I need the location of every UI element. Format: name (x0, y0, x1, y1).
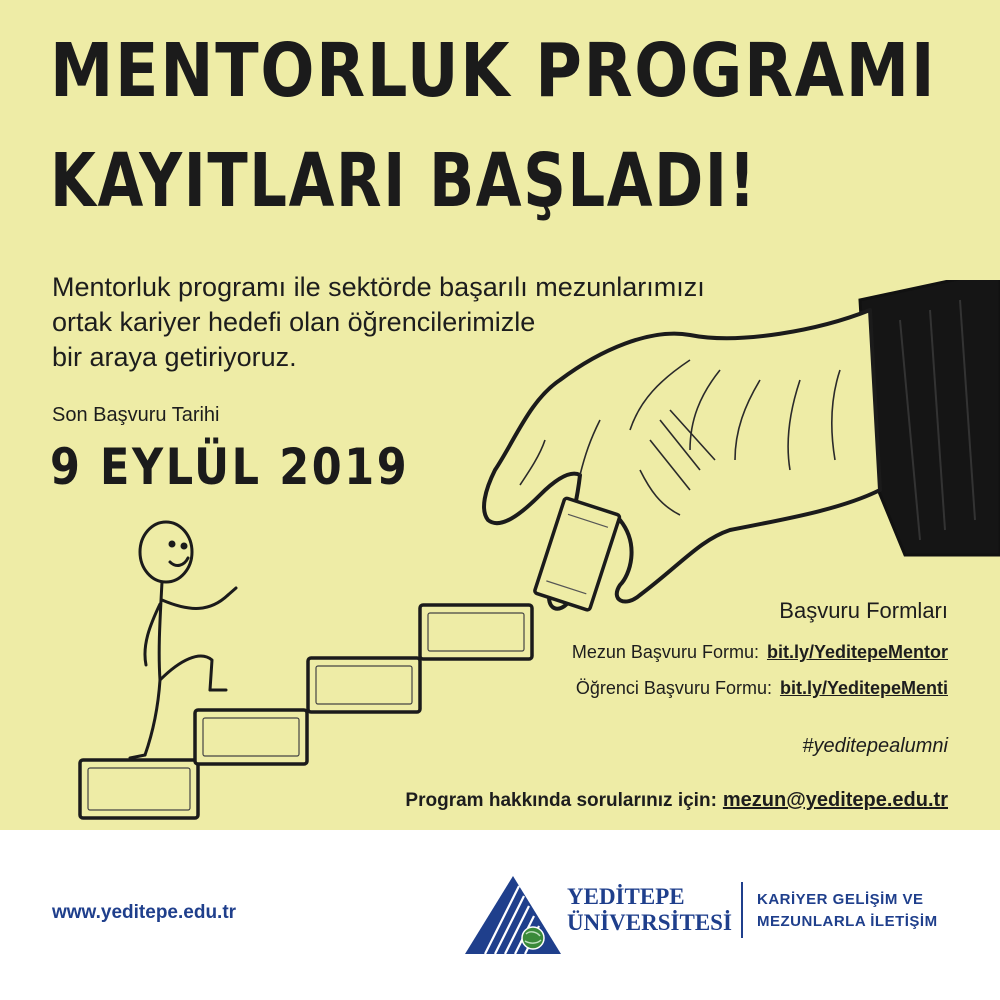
department-line-1: KARİYER GELİŞİM VE (757, 891, 924, 908)
alumni-form-row (572, 642, 948, 663)
student-form-label: Öğrenci Başvuru Formu: (575, 678, 772, 698)
held-block (534, 498, 620, 611)
intro-text (52, 270, 752, 375)
headline-line-2: KAYITLARI BAŞLADI! (50, 138, 758, 224)
university-logo-icon (455, 872, 565, 957)
deadline-date: 9 EYLÜL 2019 (50, 438, 410, 496)
forms-title: Başvuru Formları (779, 598, 948, 623)
alumni-form-link[interactable]: bit.ly/YeditepeMentor (766, 642, 948, 662)
contact-text: Program hakkında sorularınız için: (405, 790, 717, 811)
alumni-form-label: Mezun Başvuru Formu: (571, 642, 759, 662)
website-link[interactable]: www.yeditepe.edu.tr (52, 902, 237, 923)
hashtag: #yeditepealumni (802, 735, 948, 757)
contact-line (405, 789, 948, 812)
intro-line-3: bir araya getiriyoruz. (52, 342, 297, 372)
student-form-row (576, 678, 948, 699)
university-name-line-2: ÜNİVERSİTESİ (567, 910, 732, 935)
university-name-line-1: YEDİTEPE (567, 884, 685, 909)
department-line-2: MEZUNLARLA İLETİŞİM (757, 913, 938, 930)
university-name (567, 884, 732, 936)
contact-email-link[interactable]: mezun@yeditepe.edu.tr (722, 789, 948, 811)
student-form-link[interactable]: bit.ly/YeditepeMenti (779, 678, 948, 698)
department-name (757, 889, 938, 933)
deadline-label: Son Başvuru Tarihi (52, 404, 220, 426)
footer-divider (741, 882, 743, 938)
intro-line-2: ortak kariyer hedefi olan öğrencilerimizle (52, 307, 536, 337)
headline-line-1: MENTORLUK PROGRAMI (50, 28, 937, 114)
intro-line-1: Mentorluk programı ile sektörde başarılı mezunlarımızı (52, 272, 705, 302)
